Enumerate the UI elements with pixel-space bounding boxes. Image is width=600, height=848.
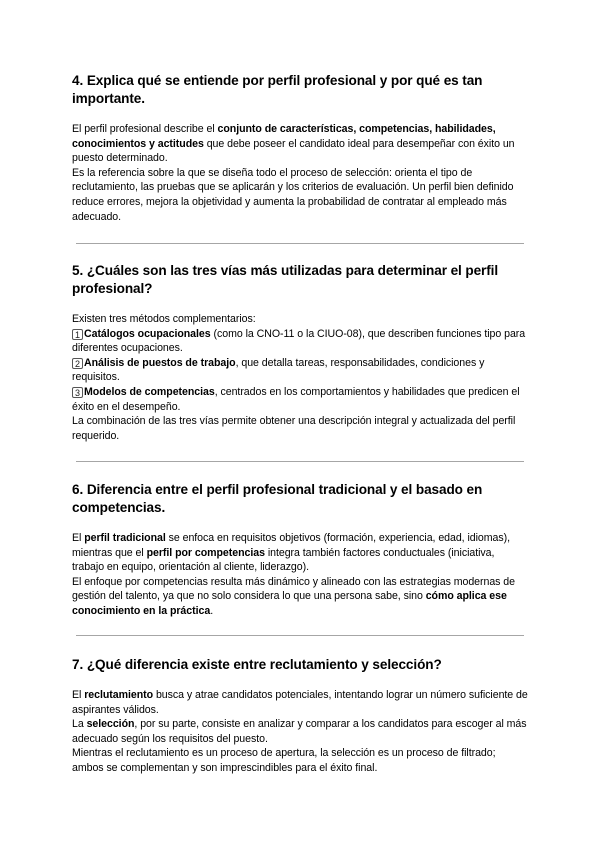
text: , que detalla tareas, responsabilidades, condiciones y requisitos.	[72, 356, 485, 384]
bold-text: perfil tradicional	[84, 532, 166, 544]
text: El perfil profesional describe el	[72, 123, 218, 135]
text: que debe poseer el candidato ideal para desempeñar con éxito un puesto determinado.	[72, 137, 515, 165]
divider-1	[76, 243, 524, 244]
list-item-1	[72, 327, 528, 356]
number-3-icon: 3	[72, 387, 83, 398]
text: .	[210, 604, 214, 617]
text: , por su parte, consiste en analizar y comparar a los candidatos para escoger al más adecuado según los requisitos del puesto.	[72, 718, 527, 745]
bold-text: conjunto de características, competencias, habilidades, conocimientos y actitudes	[72, 123, 496, 150]
section-4-body	[72, 122, 528, 224]
section-5-closing: La combinación de las tres vías permite obtener una descripción integral y actualizada del perfil requerido.	[72, 415, 516, 442]
bold-text: selección	[86, 718, 135, 731]
divider-3	[76, 635, 524, 636]
number-2-icon: 2	[72, 358, 83, 369]
text: integra también factores conductuales (iniciativa, trabajo en equipo, orientación al cliente, liderazgo).	[72, 546, 495, 574]
bold-text: Catálogos ocupacionales	[84, 327, 211, 340]
section-4	[72, 72, 528, 224]
section-6-paragraph-1	[72, 531, 528, 575]
section-5	[72, 262, 528, 443]
section-5-intro: Existen tres métodos complementarios:	[72, 313, 256, 325]
divider-2	[76, 461, 524, 462]
section-4-paragraph-2: Es la referencia sobre la que se diseña todo el proceso de selección: orienta el tipo de reclutamiento, las pruebas que se aplicarán y los criterios de evaluación. Un perfil bien definido reduce errores, mejora la objetividad y aumenta la probabilidad de contratar al empleado más adecuado.	[72, 166, 514, 223]
text: El	[72, 689, 85, 701]
section-6-heading: 6. Diferencia entre el perfil profesional tradicional y el basado en competencias.	[72, 482, 483, 515]
section-4-heading: 4. Explica qué se entiende por perfil profesional y por qué es tan importante.	[72, 73, 483, 106]
section-7-paragraph-3: Mientras el reclutamiento es un proceso de apertura, la selección es un proceso de filtrado; ambos se complementan y son imprescindibles para el éxito final.	[72, 747, 496, 774]
text: , centrados en los comportamientos y habilidades que predicen el éxito en el desempeño.	[72, 385, 520, 413]
section-6-body	[72, 531, 528, 619]
section-5-heading: 5. ¿Cuáles son las tres vías más utilizadas para determinar el perfil profesional?	[72, 263, 499, 296]
text: La	[72, 718, 87, 731]
number-1-icon: 1	[72, 329, 83, 340]
section-7	[72, 656, 528, 776]
bold-text: cómo aplica ese conocimiento en la práctica	[72, 590, 507, 617]
section-7-paragraph-1	[72, 688, 528, 717]
text: (como la CNO-11 o la CIUO-08), que describen funciones tipo para diferentes ocupaciones.	[72, 327, 526, 355]
section-7-body	[72, 688, 528, 776]
section-5-body	[72, 312, 528, 443]
text: El enfoque por competencias resulta más dinámico y alineado con las estrategias modernas de gestión del talento, ya que no solo considera lo que una persona sabe, sino	[72, 575, 515, 603]
text: busca y atrae candidatos potenciales, intentando lograr un número suficiente de aspirantes válidos.	[72, 689, 528, 716]
section-7-paragraph-2	[72, 717, 528, 746]
bold-text: perfil por competencias	[146, 546, 265, 559]
section-6	[72, 481, 528, 619]
section-6-paragraph-2	[72, 575, 528, 619]
list-item-2	[72, 356, 528, 385]
list-item-3	[72, 385, 528, 414]
bold-text: Modelos de competencias	[84, 385, 215, 398]
text: El	[72, 532, 85, 544]
section-4-paragraph-1	[72, 122, 528, 166]
bold-text: reclutamiento	[84, 689, 154, 701]
bold-text: Análisis de puestos de trabajo	[84, 356, 236, 369]
text: se enfoca en requisitos objetivos (formación, experiencia, edad, idiomas), mientras que el	[72, 532, 510, 559]
section-7-heading: 7. ¿Qué diferencia existe entre reclutamiento y selección?	[72, 657, 442, 672]
